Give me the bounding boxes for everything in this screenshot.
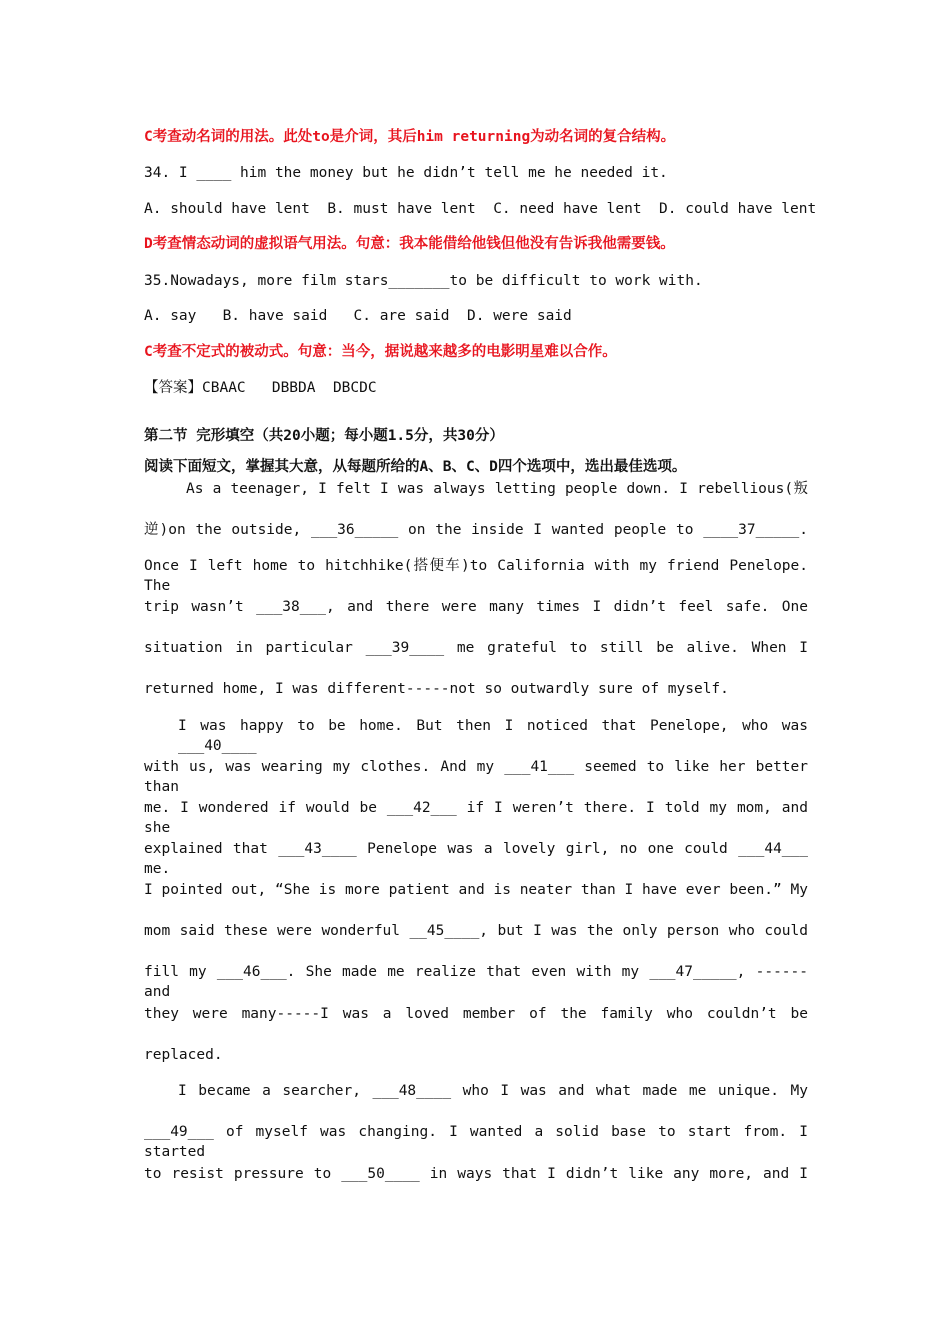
answer-key: 【答案】CBAAC DBBDA DBCDC <box>144 380 377 396</box>
question-35: 35.Nowadays, more film stars_______to be difficult to work with. <box>144 273 703 289</box>
passage-line: me. I wondered if would be ___42___ if I weren’t there. I told my mom, and she <box>144 800 808 836</box>
options-34: A. should have lent B. must have lent C. need have lent D. could have lent <box>144 201 817 217</box>
passage-line: 逆)on the outside, ___36_____ on the inside I wanted people to ____37_____. <box>144 522 808 538</box>
options-35: A. say B. have said C. are said D. were said <box>144 308 572 324</box>
passage-line: explained that ___43____ Penelope was a lovely girl, no one could ___44___ me. <box>144 841 808 877</box>
answer-explanation-33: C考查动名词的用法。此处to是介词，其后him returning为动名词的复合结构。 <box>144 129 676 145</box>
passage-line: As a teenager, I felt I was always letting people down. I rebellious(叛 <box>186 481 808 497</box>
question-34: 34. I ____ him the money but he didn’t tell me he needed it. <box>144 165 668 181</box>
section-heading: 第二节 完形填空（共20小题；每小题1.5分，共30分） <box>144 428 504 444</box>
section-instructions: 阅读下面短文，掌握其大意，从每题所给的A、B、C、D四个选项中，选出最佳选项。 <box>144 459 687 475</box>
passage-line: I pointed out, “She is more patient and is neater than I have ever been.” My <box>144 882 808 898</box>
passage-line: fill my ___46___. She made me realize that even with my ___47_____, ------ and <box>144 964 808 1000</box>
passage-line: situation in particular ___39____ me grateful to still be alive. When I <box>144 640 808 656</box>
passage-line: mom said these were wonderful __45____, but I was the only person who could <box>144 923 808 939</box>
passage-line: Once I left home to hitchhike(搭便车)to California with my friend Penelope. The <box>144 558 808 594</box>
answer-explanation-34: D考查情态动词的虚拟语气用法。句意：我本能借给他钱但他没有告诉我他需要钱。 <box>144 236 675 252</box>
answer-explanation-35: C考查不定式的被动式。句意：当今，据说越来越多的电影明星难以合作。 <box>144 344 617 360</box>
passage-line: returned home, I was different-----not so outwardly sure of myself. <box>144 681 729 697</box>
passage-line: to resist pressure to ___50____ in ways that I didn’t like any more, and I <box>144 1166 808 1182</box>
passage-line: trip wasn’t ___38___, and there were many times I didn’t feel safe. One <box>144 599 808 615</box>
passage-line: with us, was wearing my clothes. And my ___41___ seemed to like her better than <box>144 759 808 795</box>
passage-line: replaced. <box>144 1047 223 1063</box>
passage-line: I was happy to be home. But then I noticed that Penelope, who was ___40____ <box>178 718 808 754</box>
passage-line: I became a searcher, ___48____ who I was and what made me unique. My <box>178 1083 808 1099</box>
passage-line: ___49___ of myself was changing. I wanted a solid base to start from. I started <box>144 1124 808 1160</box>
passage-line: they were many-----I was a loved member of the family who couldn’t be <box>144 1006 808 1022</box>
